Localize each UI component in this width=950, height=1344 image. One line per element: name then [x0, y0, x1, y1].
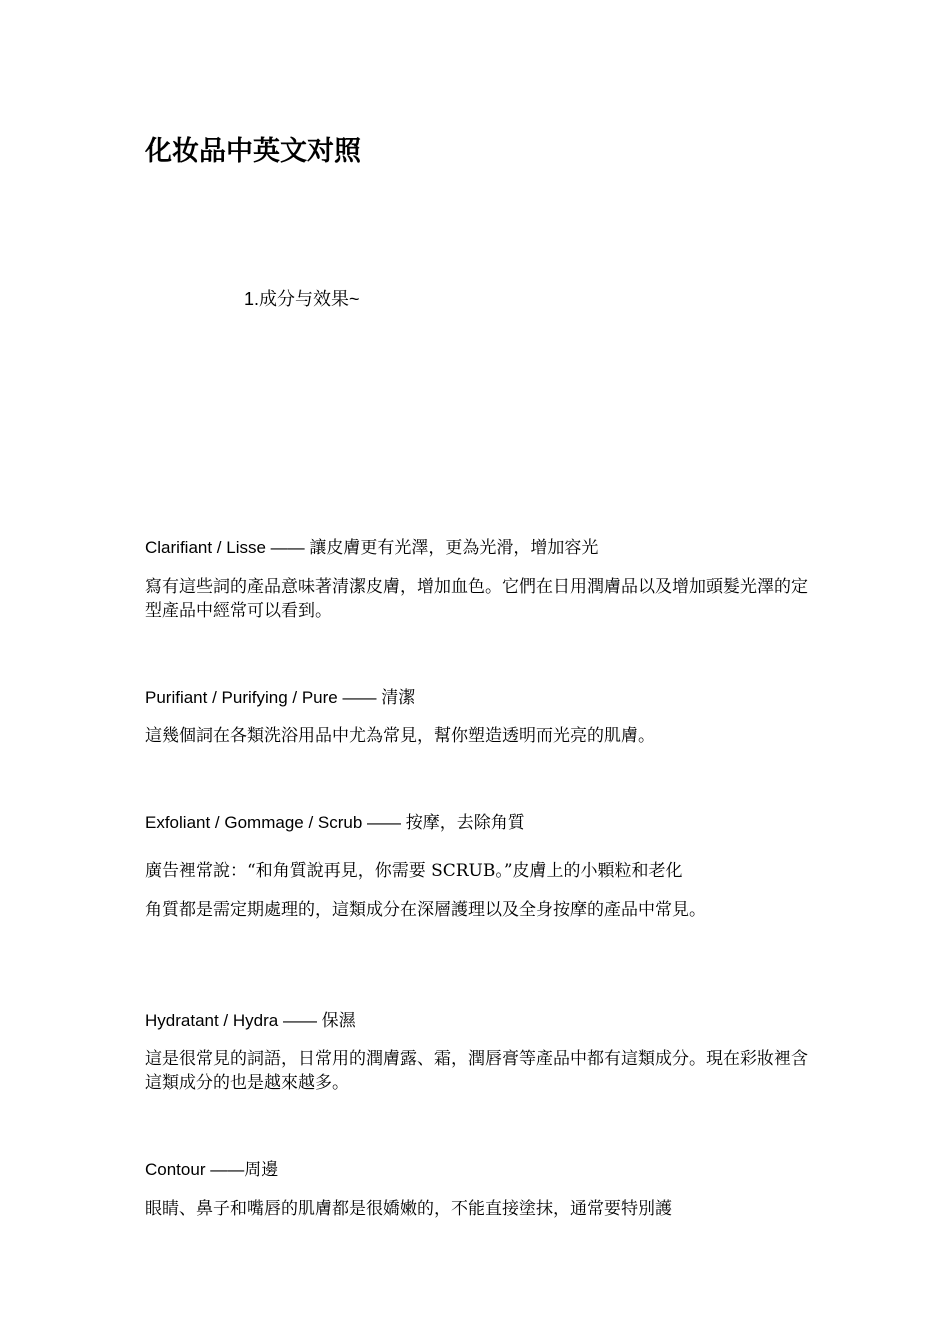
entry-term: Contour ——周邊: [145, 1160, 279, 1179]
document-title: 化妆品中英文对照: [145, 136, 361, 167]
entry-description: 角質都是需定期處理的，這類成分在深層護理以及全身按摩的產品中常見。: [145, 900, 706, 920]
entry-description: 這是很常見的詞語，日常用的潤膚露、霜，潤唇膏等產品中都有這類成分。現在彩妝裡含這類成分的也是越來越多。: [145, 1049, 808, 1093]
entry-term: Purifiant / Purifying / Pure —— 清潔: [145, 688, 416, 707]
entry-description: 這幾個詞在各類洗浴用品中尤為常見，幫你塑造透明而光亮的肌膚。: [145, 726, 655, 746]
section-heading: 1.成分与效果~: [244, 289, 360, 309]
entry-description: 廣告裡常說：“和角質說再見，你需要 SCRUB。”皮膚上的小顆粒和老化: [145, 861, 683, 881]
entry-description: 眼睛、鼻子和嘴唇的肌膚都是很嬌嫩的，不能直接塗抹，通常要特別護: [145, 1199, 672, 1219]
entry-term: Hydratant / Hydra —— 保濕: [145, 1011, 356, 1030]
entry-description: 寫有這些詞的產品意味著清潔皮膚，增加血色。它們在日用潤膚品以及增加頭髮光澤的定型產品中經常可以看到。: [145, 577, 808, 621]
entry-term: Clarifiant / Lisse —— 讓皮膚更有光澤，更為光滑，增加容光: [145, 538, 599, 557]
entry-term: Exfoliant / Gommage / Scrub —— 按摩，去除角質: [145, 813, 525, 832]
